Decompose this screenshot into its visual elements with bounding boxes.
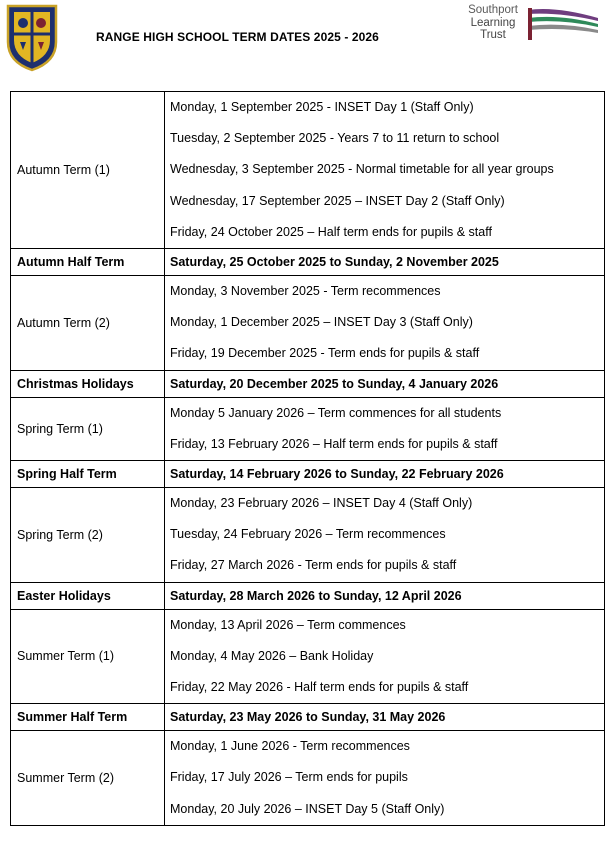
trust-logo-text: [460, 4, 526, 42]
holiday-row: [11, 249, 605, 276]
school-crest-icon: [6, 4, 58, 72]
date-line: Monday, 1 September 2025 - INSET Day 1 (Staff Only): [170, 100, 474, 114]
period-dates: [165, 92, 605, 249]
period-dates: [165, 276, 605, 371]
period-name: Easter Holidays: [11, 582, 165, 609]
date-line: Monday, 4 May 2026 – Bank Holiday: [170, 648, 374, 663]
date-line: Friday, 24 October 2025 – Half term ends for pupils & staff: [170, 224, 492, 239]
date-line: Monday, 1 June 2026 - Term recommences: [170, 739, 410, 754]
period-dates: [165, 461, 605, 488]
trust-logo-swoosh-icon: [526, 6, 602, 42]
trust-logo-line-3: Trust: [480, 29, 506, 41]
date-line: Friday, 17 July 2026 – Term ends for pupils: [170, 770, 408, 785]
holiday-row: [11, 461, 605, 488]
period-name: Summer Half Term: [11, 704, 165, 731]
term-row: [11, 731, 605, 826]
date-line: Monday, 23 February 2026 – INSET Day 4 (Staff Only): [170, 496, 473, 511]
date-line: Tuesday, 24 February 2026 – Term recommences: [170, 527, 446, 542]
trust-logo-line-1: Southport: [468, 4, 518, 16]
holiday-row: [11, 704, 605, 731]
period-dates: [165, 249, 605, 276]
holiday-row: [11, 582, 605, 609]
period-name: Spring Half Term: [11, 461, 165, 488]
period-dates: [165, 731, 605, 826]
date-line: Saturday, 28 March 2026 to Sunday, 12 April 2026: [170, 588, 462, 603]
term-row: [11, 92, 605, 249]
period-name: Summer Term (1): [11, 609, 165, 704]
date-line: Wednesday, 17 September 2025 – INSET Day 2 (Staff Only): [170, 193, 505, 208]
term-row: [11, 488, 605, 583]
trust-logo-line-2: Learning: [470, 16, 516, 29]
date-line: Saturday, 14 February 2026 to Sunday, 22 February 2026: [170, 467, 504, 482]
period-dates: [165, 704, 605, 731]
date-line: Monday, 1 December 2025 – INSET Day 3 (Staff Only): [170, 315, 473, 330]
period-dates: [165, 609, 605, 704]
term-dates-table: [10, 91, 605, 826]
term-row: [11, 609, 605, 704]
date-line: Monday, 3 November 2025 - Term recommences: [170, 284, 441, 299]
period-name: Spring Term (2): [11, 488, 165, 583]
date-line: Friday, 22 May 2026 - Half term ends for pupils & staff: [170, 680, 469, 695]
date-line: Monday 5 January 2026 – Term commences for all students: [170, 405, 502, 420]
date-line: Saturday, 25 October 2025 to Sunday, 2 November 2025: [170, 255, 499, 270]
holiday-row: [11, 370, 605, 397]
period-name: Summer Term (2): [11, 731, 165, 826]
period-name: Autumn Term (1): [11, 92, 165, 249]
period-dates: [165, 488, 605, 583]
period-dates: [165, 582, 605, 609]
period-dates: [165, 370, 605, 397]
date-line: Friday, 13 February 2026 – Half term ends for pupils & staff: [170, 436, 498, 451]
date-line: Monday, 20 July 2026 – INSET Day 5 (Staff Only): [170, 801, 445, 816]
period-name: Autumn Half Term: [11, 249, 165, 276]
term-row: [11, 276, 605, 371]
date-line: Monday, 13 April 2026 – Term commences: [170, 617, 406, 632]
date-line: Friday, 27 March 2026 - Term ends for pupils & staff: [170, 558, 457, 573]
period-dates: [165, 397, 605, 460]
trust-logo: [460, 4, 606, 44]
term-row: [11, 397, 605, 460]
period-name: Spring Term (1): [11, 397, 165, 460]
date-line: Friday, 19 December 2025 - Term ends for pupils & staff: [170, 346, 480, 361]
date-line: Wednesday, 3 September 2025 - Normal timetable for all year groups: [170, 162, 554, 177]
date-line: Tuesday, 2 September 2025 - Years 7 to 11 return to school: [170, 131, 500, 146]
period-name: Autumn Term (2): [11, 276, 165, 371]
period-name: Christmas Holidays: [11, 370, 165, 397]
date-line: Saturday, 23 May 2026 to Sunday, 31 May 2026: [170, 710, 446, 725]
page-title: RANGE HIGH SCHOOL TERM DATES 2025 - 2026: [96, 30, 379, 44]
date-line: Saturday, 20 December 2025 to Sunday, 4 January 2026: [170, 376, 499, 391]
